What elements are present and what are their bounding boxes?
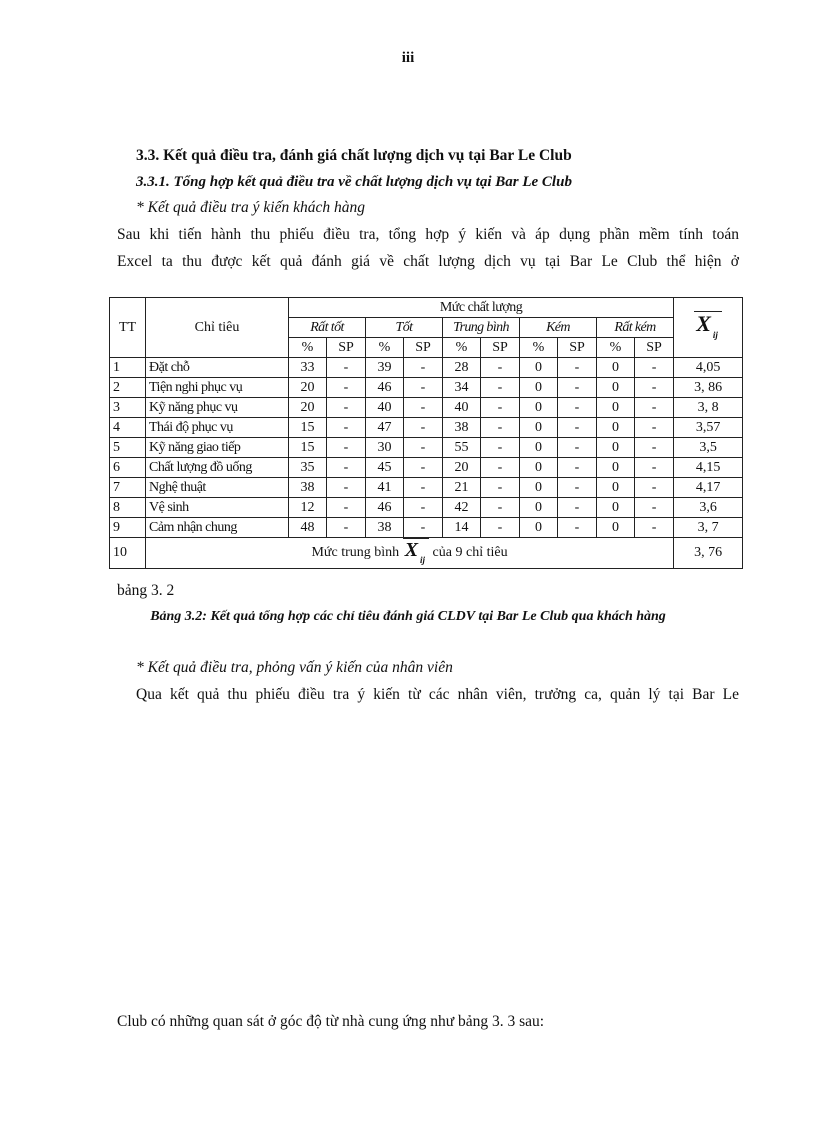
results-table [109,297,743,569]
table-cell: 0 [520,398,558,418]
table-cell: - [558,438,597,458]
table-cell: - [481,498,520,518]
table-cell: - [635,378,674,398]
table-cell: - [558,378,597,398]
row-number: 9 [110,518,146,538]
table-cell: 0 [520,378,558,398]
table-cell: - [558,518,597,538]
table-cell: - [404,498,443,518]
table-cell: 39 [366,358,404,378]
table-cell: 15 [289,418,327,438]
bullet-staff-survey: * Kết quả điều tra, phỏng vấn ý kiến của nhân viên [136,659,453,676]
table-cell: 20 [289,398,327,418]
row-number: 6 [110,458,146,478]
sp-header: SP [327,338,366,358]
table-cell: - [558,358,597,378]
percent-header: % [597,338,635,358]
table-cell: 47 [366,418,404,438]
col-header-tt: TT [110,298,146,358]
table-cell: 55 [443,438,481,458]
table-cell: 46 [366,378,404,398]
table-cell: 15 [289,438,327,458]
table-caption: Bảng 3.2: Kết quả tổng hợp các chỉ tiêu đánh giá CLDV tại Bar Le Club qua khách hàng [150,609,666,624]
table-cell: 0 [597,438,635,458]
criteria-name: Đặt chỗ [146,358,289,378]
table-cell: - [481,418,520,438]
table-cell: 0 [597,358,635,378]
table-cell: - [404,438,443,458]
table-cell: - [404,398,443,418]
paragraph-line: Club có những quan sát ở góc độ từ nhà cung ứng như bảng 3. 3 sau: [117,1013,545,1030]
table-cell: - [635,418,674,438]
table-cell: 28 [443,358,481,378]
table-cell: 0 [520,438,558,458]
table-cell: - [635,478,674,498]
summary-tt: 10 [110,538,146,569]
quality-level-3: Kém [520,318,597,338]
table-cell: 33 [289,358,327,378]
table-cell: 0 [597,418,635,438]
criteria-name: Thái độ phục vụ [146,418,289,438]
table-cell: - [404,518,443,538]
criteria-name: Vệ sinh [146,498,289,518]
table-cell: 0 [597,458,635,478]
table-cell: 0 [520,458,558,478]
table-cell: - [481,478,520,498]
table-continuation-text: bảng 3. 2 [117,582,175,599]
quality-level-4: Rất kém [597,318,674,338]
summary-label: Mức trung bình X $_{ij}$ của 9 chỉ tiêu [146,538,674,569]
percent-header: % [289,338,327,358]
mean-value: 3,6 [674,498,743,518]
criteria-name: Kỹ năng giao tiếp [146,438,289,458]
percent-header: % [443,338,481,358]
sp-header: SP [404,338,443,358]
mean-value: 4,15 [674,458,743,478]
criteria-name: Chất lượng đồ uống [146,458,289,478]
table-cell: - [327,518,366,538]
table-cell: - [404,378,443,398]
table-cell: - [327,498,366,518]
table-cell: 0 [597,398,635,418]
x-bar-symbol: X $_{ij}$ [403,538,429,568]
criteria-name: Kỹ năng phục vụ [146,398,289,418]
paragraph-line: Sau khi tiến hành thu phiếu điều tra, tổng hợp ý kiến và áp dụng phần mềm tính toán [117,226,739,243]
criteria-name: Cảm nhận chung [146,518,289,538]
subsection-heading-3-3-1: 3.3.1. Tổng hợp kết quả điều tra về chất lượng dịch vụ tại Bar Le Club [136,174,572,190]
table-row [110,438,743,458]
paragraph-line: Qua kết quả thu phiếu điều tra ý kiến từ các nhân viên, trưởng ca, quản lý tại Bar Le [136,686,739,703]
table-cell: 0 [597,478,635,498]
table-cell: - [635,518,674,538]
row-number: 5 [110,438,146,458]
table-cell: 0 [520,478,558,498]
table-cell: - [404,418,443,438]
table-cell: - [635,458,674,478]
table-cell: - [635,498,674,518]
row-number: 1 [110,358,146,378]
mean-value: 3,5 [674,438,743,458]
page-number: iii [401,50,415,66]
table-cell: 30 [366,438,404,458]
table-cell: 38 [443,418,481,438]
table-cell: 0 [597,518,635,538]
table-cell: - [558,398,597,418]
table-row [110,398,743,418]
table-cell: - [481,518,520,538]
table-cell: - [481,378,520,398]
mean-value: 3, 7 [674,518,743,538]
table-row [110,418,743,438]
mean-value: 4,17 [674,478,743,498]
sp-header: SP [635,338,674,358]
table-cell: - [481,438,520,458]
criteria-name: Nghệ thuật [146,478,289,498]
table-cell: 40 [443,398,481,418]
table-cell: - [558,478,597,498]
table-cell: 38 [289,478,327,498]
col-header-criteria: Chỉ tiêu [146,298,289,358]
col-header-mean [674,298,743,358]
table-cell: 40 [366,398,404,418]
table-cell: - [558,458,597,478]
table-cell: - [558,498,597,518]
table-row [110,378,743,398]
paragraph-line: Excel ta thu được kết quả đánh giá về chất lượng dịch vụ tại Bar Le Club thể hiện ở [117,253,739,270]
table-cell: 0 [520,518,558,538]
table-cell: 0 [520,498,558,518]
table-cell: 12 [289,498,327,518]
table-row [110,458,743,478]
table-cell: 0 [597,378,635,398]
table-cell: 14 [443,518,481,538]
criteria-name: Tiện nghi phục vụ [146,378,289,398]
table-row [110,478,743,498]
table-cell: 0 [597,498,635,518]
mean-value: 3, 8 [674,398,743,418]
table-cell: 46 [366,498,404,518]
mean-value: 3, 86 [674,378,743,398]
row-number: 2 [110,378,146,398]
bullet-customer-survey: * Kết quả điều tra ý kiến khách hàng [136,199,366,216]
quality-level-2: Trung bình [443,318,520,338]
row-number: 4 [110,418,146,438]
table-cell: - [327,478,366,498]
table-cell: - [404,478,443,498]
quality-level-0: Rất tốt [289,318,366,338]
row-number: 8 [110,498,146,518]
table-cell: - [327,418,366,438]
quality-level-1: Tốt [366,318,443,338]
mean-value: 3,57 [674,418,743,438]
table-cell: 41 [366,478,404,498]
table-cell: - [327,438,366,458]
section-heading-3-3: 3.3. Kết quả điều tra, đánh giá chất lượng dịch vụ tại Bar Le Club [136,147,572,164]
quality-level-header: Mức chất lượng [289,298,674,318]
sp-header: SP [558,338,597,358]
row-number: 7 [110,478,146,498]
table-cell: - [404,358,443,378]
table-cell: 35 [289,458,327,478]
table-cell: 42 [443,498,481,518]
table-cell: 45 [366,458,404,478]
table-cell: - [481,358,520,378]
table-cell: - [481,458,520,478]
table-row [110,358,743,378]
table-cell: - [635,358,674,378]
table-cell: - [481,398,520,418]
percent-header: % [520,338,558,358]
table-row [110,518,743,538]
x-bar-symbol: X $_{ij}$ [694,311,722,344]
table-cell: 34 [443,378,481,398]
table-cell: - [327,458,366,478]
mean-value: 4,05 [674,358,743,378]
table-cell: - [558,418,597,438]
table-cell: - [635,438,674,458]
table-cell: 0 [520,418,558,438]
table-cell: - [327,358,366,378]
row-number: 3 [110,398,146,418]
percent-header: % [366,338,404,358]
sp-header: SP [481,338,520,358]
table-cell: - [327,398,366,418]
table-cell: 48 [289,518,327,538]
table-cell: 38 [366,518,404,538]
table-cell: 20 [443,458,481,478]
table-cell: - [404,458,443,478]
table-cell: 20 [289,378,327,398]
table-row [110,498,743,518]
table-cell: 21 [443,478,481,498]
table-cell: - [635,398,674,418]
summary-value: 3, 76 [674,538,743,569]
table-cell: 0 [520,358,558,378]
table-cell: - [327,378,366,398]
